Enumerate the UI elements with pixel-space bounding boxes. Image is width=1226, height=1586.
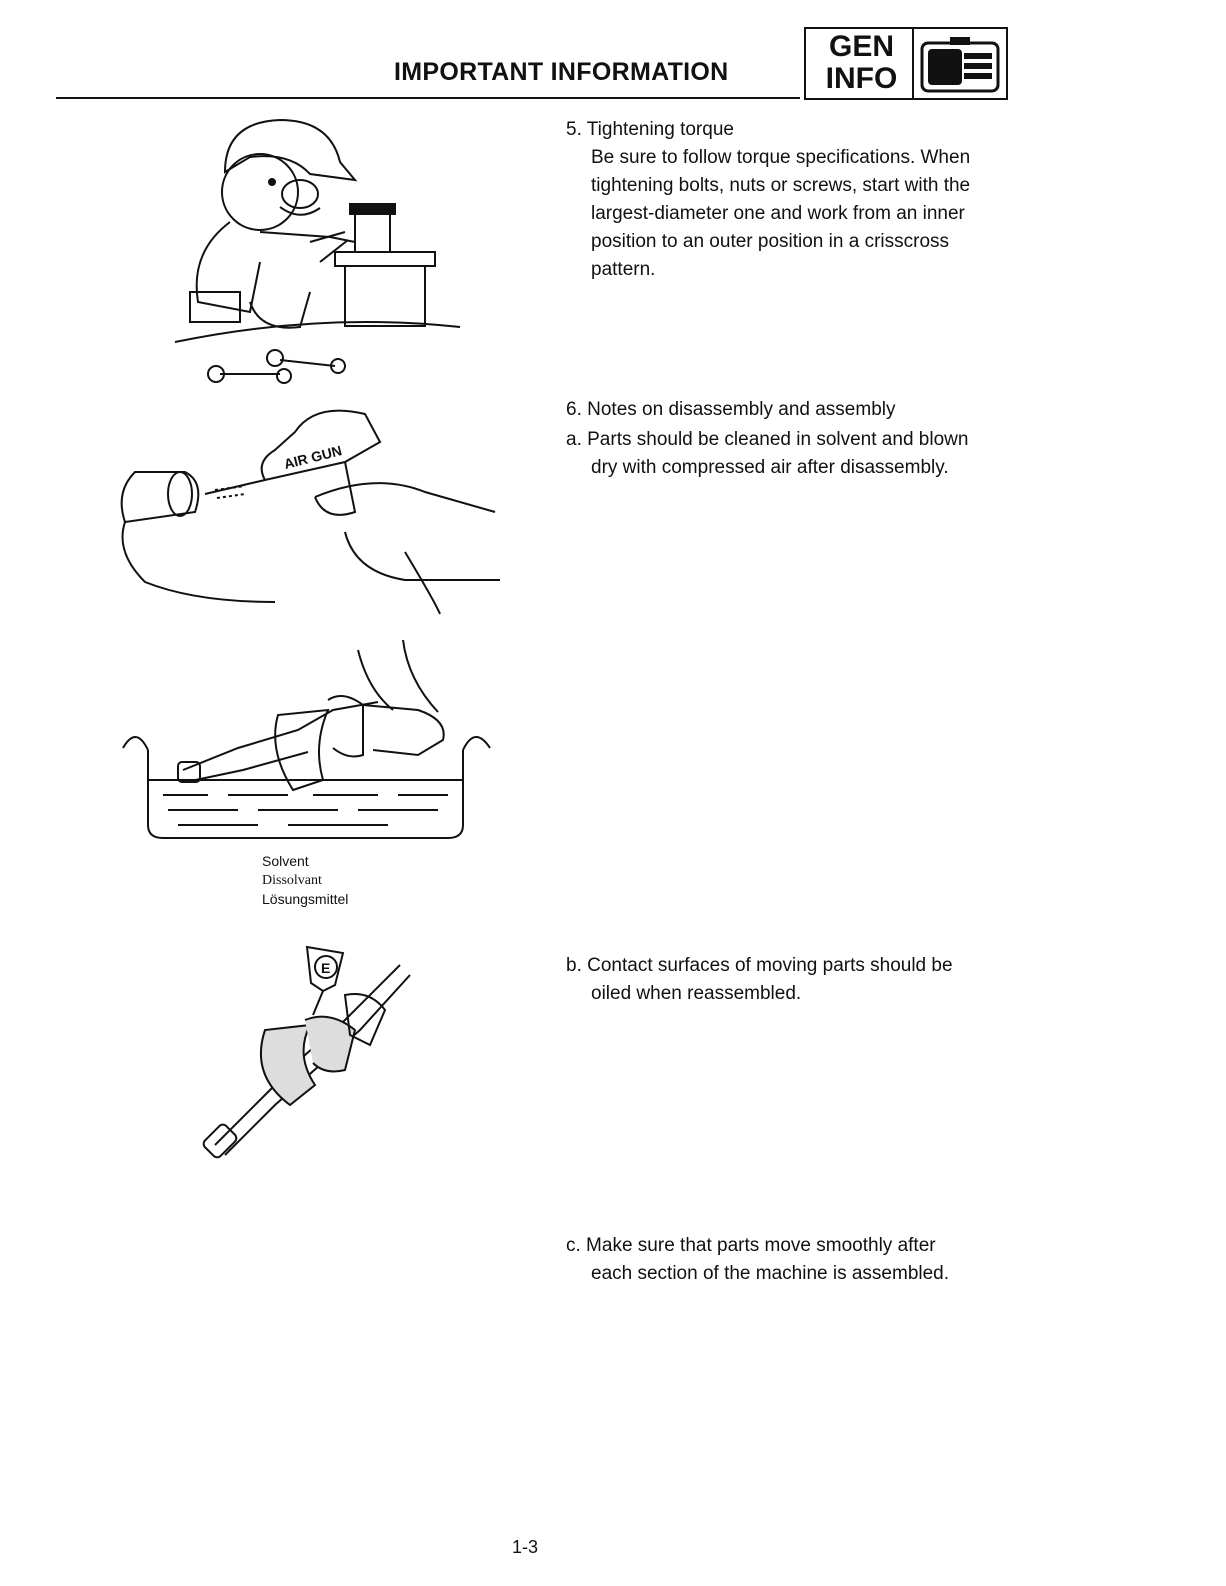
mechanic-illustration	[170, 112, 470, 392]
text-line: largest-diameter one and work from an inner	[591, 203, 965, 224]
note-a-line2: dry with compressed air after disassembly.	[591, 457, 949, 478]
text-line: Be sure to follow torque specifications. When	[591, 147, 971, 168]
badge-line-gen: GEN	[828, 30, 894, 63]
caption-line-en: Solvent	[262, 853, 309, 869]
generator-icon	[920, 35, 1000, 95]
oil-can-label: E	[321, 960, 331, 976]
badge-line-info: INFO	[825, 62, 898, 95]
note-b-line1: b. Contact surfaces of moving parts should be	[566, 955, 953, 976]
note-b-line2: oiled when reassembled.	[591, 983, 802, 1004]
section-6-heading: 6. Notes on disassembly and assembly	[566, 399, 896, 420]
text-line: position to an outer position in a crisscross	[591, 231, 950, 252]
note-c-line1: c. Make sure that parts move smoothly after	[566, 1235, 936, 1256]
badge-text	[814, 31, 909, 95]
oiling-crankshaft-illustration	[195, 935, 435, 1165]
solvent-tank-illustration	[118, 630, 498, 850]
air-gun-label: AIR GUN	[282, 442, 344, 473]
caption-line-fr: Dissolvant	[262, 873, 322, 888]
note-a-line1: a. Parts should be cleaned in solvent and blown	[566, 429, 969, 450]
solvent-caption	[262, 852, 348, 909]
header-rule	[56, 97, 800, 99]
text-line: pattern.	[591, 259, 656, 280]
caption-line-de: Lösungsmittel	[262, 891, 349, 907]
note-c-line2: each section of the machine is assembled.	[591, 1263, 950, 1284]
section-5-heading: 5. Tightening torque	[566, 119, 734, 140]
page-number: 1-3	[512, 1537, 539, 1557]
section-5-body	[591, 144, 970, 284]
page-title: IMPORTANT INFORMATION	[394, 58, 729, 86]
air-gun-illustration	[105, 402, 505, 622]
badge-divider	[912, 29, 914, 98]
gen-info-badge	[804, 27, 1008, 100]
text-line: tightening bolts, nuts or screws, start with the	[591, 175, 971, 196]
